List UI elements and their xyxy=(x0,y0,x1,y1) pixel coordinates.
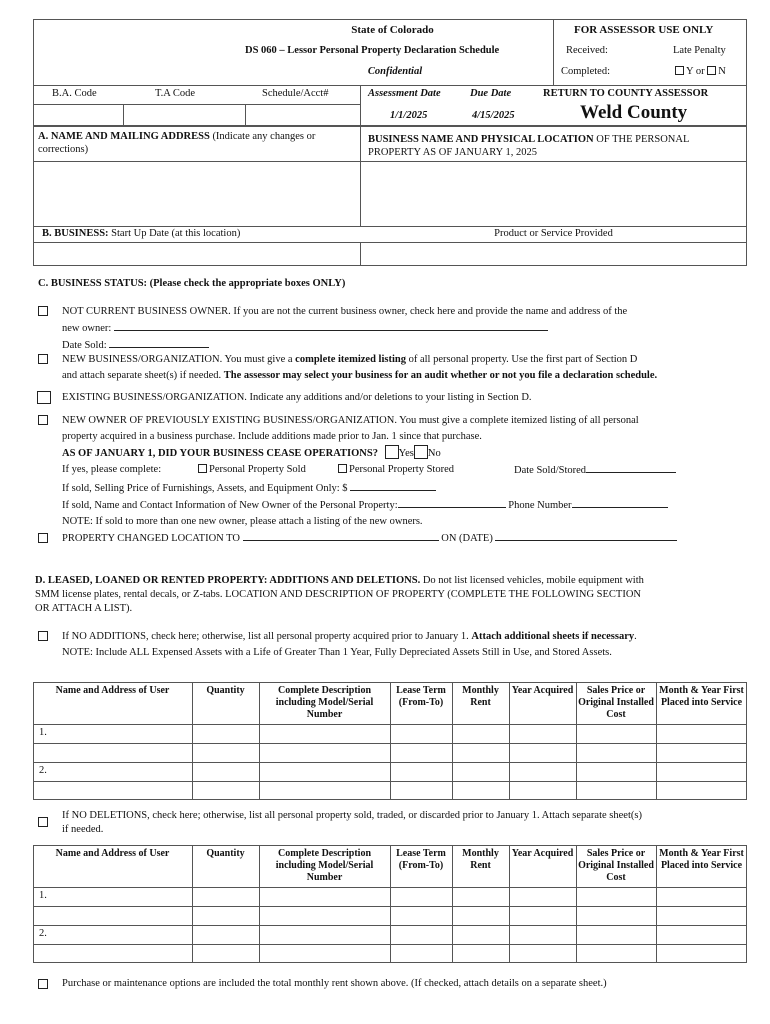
table-cell[interactable] xyxy=(391,888,451,905)
product-service-field[interactable] xyxy=(361,243,746,265)
table-cell[interactable] xyxy=(260,725,389,742)
on-date-field[interactable] xyxy=(495,530,677,541)
date-sold-stored-field[interactable] xyxy=(586,462,676,473)
table-cell[interactable] xyxy=(453,725,508,742)
due-date-value: 4/15/2025 xyxy=(472,110,515,121)
table-cell[interactable] xyxy=(260,926,389,943)
table-cell[interactable] xyxy=(34,888,191,905)
table-cell[interactable] xyxy=(260,763,389,780)
table-cell[interactable] xyxy=(453,907,508,924)
county-name: Weld County xyxy=(580,102,688,123)
table-cell[interactable] xyxy=(193,926,258,943)
table-cell[interactable] xyxy=(510,945,575,962)
table-cell[interactable] xyxy=(510,725,575,742)
table-cell[interactable] xyxy=(193,907,258,924)
table-cell[interactable] xyxy=(577,888,655,905)
table-cell[interactable] xyxy=(453,782,508,799)
product-service-label: Product or Service Provided xyxy=(494,228,613,239)
phone-number-field[interactable] xyxy=(572,497,668,508)
new-business-checkbox[interactable] xyxy=(38,354,48,364)
no-additions-text: If NO ADDITIONS, check here; otherwise, list all personal property acquired prior to January 1. Attach additional sheets if necessary. NOTE: Include ALL Expensed Assets with a Life of Greater Than 1 Year, Fully Depreciated Assets Still in Use, and Stored Assets. xyxy=(62,631,637,658)
table-cell[interactable] xyxy=(577,926,655,943)
cease-no-checkbox[interactable] xyxy=(414,445,428,459)
ba-code-label: B.A. Code xyxy=(52,88,97,99)
table-cell[interactable] xyxy=(260,782,389,799)
table-cell[interactable] xyxy=(391,725,451,742)
table-cell[interactable] xyxy=(510,926,575,943)
table-header-cell: Monthly Rent xyxy=(462,685,499,708)
no-additions-checkbox[interactable] xyxy=(38,631,48,641)
table-cell[interactable] xyxy=(391,907,451,924)
pp-stored-checkbox[interactable] xyxy=(338,464,347,473)
table-cell[interactable] xyxy=(391,926,451,943)
table-cell[interactable] xyxy=(510,888,575,905)
table-cell[interactable] xyxy=(510,782,575,799)
selling-price-field[interactable] xyxy=(350,480,436,491)
table-cell[interactable] xyxy=(391,782,451,799)
table-cell[interactable] xyxy=(193,945,258,962)
table-header-cell: Monthly Rent xyxy=(462,848,499,871)
table-cell[interactable] xyxy=(260,888,389,905)
form-title: DS 060 – Lessor Personal Property Declaration Schedule xyxy=(245,45,500,56)
table-cell[interactable] xyxy=(577,907,655,924)
section-a-title: A. NAME AND MAILING ADDRESS (Indicate any changes or corrections) xyxy=(38,131,316,155)
cease-yes-checkbox[interactable] xyxy=(385,445,399,459)
table-cell[interactable] xyxy=(657,888,746,905)
additions-table xyxy=(33,682,747,800)
table-cell[interactable] xyxy=(577,782,655,799)
table-cell[interactable] xyxy=(34,782,191,799)
table-header-cell: Year Acquired xyxy=(511,848,574,859)
new-owner-field[interactable] xyxy=(114,320,548,331)
new-owner-contact-field[interactable] xyxy=(398,497,506,508)
existing-business-text: EXISTING BUSINESS/ORGANIZATION. Indicate any additions and/or deletions to your listing in Section D. xyxy=(62,392,532,403)
table-cell[interactable] xyxy=(453,763,508,780)
table-header-cell: Quantity xyxy=(206,685,245,696)
table-cell[interactable] xyxy=(34,907,191,924)
changed-location-checkbox[interactable] xyxy=(38,533,48,543)
no-deletions-text: If NO DELETIONS, check here; otherwise, list all personal property sold, traded, or discarded prior to January 1. Attach separate sheet(s) if needed. xyxy=(62,810,642,835)
table-header-cell: Complete Description including Model/Serial Number xyxy=(275,848,374,883)
new-business-text: NEW BUSINESS/ORGANIZATION. You must give a complete itemized listing of all personal property. Use the first part of Section D and attach separate sheet(s) if needed. The assessor may select your business for an audit whether or not you file a declaration schedule. xyxy=(62,354,658,381)
date-sold-field[interactable] xyxy=(109,337,209,348)
table-header-cell: Month & Year First Placed into Service xyxy=(659,685,744,708)
new-location-field[interactable] xyxy=(243,530,439,541)
table-cell[interactable] xyxy=(193,744,258,761)
assessment-date-label: Assessment Date xyxy=(368,88,441,99)
table-cell[interactable] xyxy=(34,763,191,780)
table-row-number: 1. xyxy=(39,890,47,901)
table-cell[interactable] xyxy=(260,945,389,962)
return-to-label: RETURN TO COUNTY ASSESSOR xyxy=(543,88,709,99)
purchase-options-checkbox[interactable] xyxy=(38,979,48,989)
table-cell[interactable] xyxy=(657,763,746,780)
purchase-options-text: Purchase or maintenance options are included the total monthly rent shown above. (If checked, attach details on a separate sheet.) xyxy=(62,978,607,989)
table-header-cell: Complete Description including Model/Serial Number xyxy=(275,685,374,720)
table-header-cell: Quantity xyxy=(206,848,245,859)
section-d-intro: D. LEASED, LOANED OR RENTED PROPERTY: ADDITIONS AND DELETIONS. Do not list licensed vehicles, mobile equipment with SMM license plates, rental decals, or Z-tabs. LOCATION AND DESCRIPTION OF PROPERTY (COMPLETE THE FOLLOWING SECTION OR ATTACH A LIST). xyxy=(35,575,644,614)
table-header-cell: Lease Term (From-To) xyxy=(396,685,446,708)
table-cell[interactable] xyxy=(34,725,191,742)
table-cell[interactable] xyxy=(453,926,508,943)
table-cell[interactable] xyxy=(193,782,258,799)
no-checkbox[interactable] xyxy=(707,66,716,75)
schedule-acct-label: Schedule/Acct# xyxy=(262,88,329,99)
table-cell[interactable] xyxy=(577,763,655,780)
table-cell[interactable] xyxy=(34,945,191,962)
table-header-cell: Lease Term (From-To) xyxy=(396,848,446,871)
section-b-title: B. BUSINESS: Start Up Date (at this location) xyxy=(42,228,241,239)
business-location-field[interactable] xyxy=(361,162,746,225)
table-cell[interactable] xyxy=(657,945,746,962)
table-cell[interactable] xyxy=(391,763,451,780)
state-title: State of Colorado xyxy=(351,24,434,36)
table-cell[interactable] xyxy=(510,907,575,924)
table-header-cell: Name and Address of User xyxy=(55,848,170,859)
table-header-cell: Name and Address of User xyxy=(55,685,170,696)
table-cell[interactable] xyxy=(657,926,746,943)
table-cell[interactable] xyxy=(34,744,191,761)
table-cell[interactable] xyxy=(260,744,389,761)
table-cell[interactable] xyxy=(453,888,508,905)
table-cell[interactable] xyxy=(657,725,746,742)
assessment-date-value: 1/1/2025 xyxy=(390,110,428,121)
table-cell[interactable] xyxy=(193,763,258,780)
table-row-number: 2. xyxy=(39,765,47,776)
table-row-number: 2. xyxy=(39,928,47,939)
table-header-cell: Month & Year First Placed into Service xyxy=(659,848,744,871)
mailing-address-field[interactable] xyxy=(34,162,359,225)
table-cell[interactable] xyxy=(193,725,258,742)
not-current-owner-text: NOT CURRENT BUSINESS OWNER. If you are not the current business owner, check here and provide the name and address of the new owner: Date Sold: xyxy=(62,306,628,351)
business-location-title: BUSINESS NAME AND PHYSICAL LOCATION OF THE PERSONAL PROPERTY AS OF JANUARY 1, 2025 xyxy=(368,134,689,158)
due-date-label: Due Date xyxy=(470,88,512,99)
no-deletions-checkbox[interactable] xyxy=(38,817,48,827)
table-cell[interactable] xyxy=(193,888,258,905)
table-cell[interactable] xyxy=(453,744,508,761)
ta-code-label: T.A Code xyxy=(155,88,196,99)
changed-location-text: PROPERTY CHANGED LOCATION TO ON (DATE) xyxy=(62,530,677,544)
late-penalty-label: Late Penalty xyxy=(673,45,726,56)
table-header-cell: Sales Price or Original Installed Cost xyxy=(578,685,654,720)
table-cell[interactable] xyxy=(577,725,655,742)
table-cell[interactable] xyxy=(657,782,746,799)
table-cell[interactable] xyxy=(453,945,508,962)
received-label: Received: xyxy=(566,45,608,56)
table-header-cell: Year Acquired xyxy=(511,685,574,696)
start-date-field[interactable] xyxy=(34,243,359,265)
confidential-label: Confidential xyxy=(367,66,423,77)
table-cell[interactable] xyxy=(577,744,655,761)
pp-sold-checkbox[interactable] xyxy=(198,464,207,473)
deletions-table xyxy=(33,845,747,963)
table-cell[interactable] xyxy=(391,945,451,962)
completed-label: Completed: xyxy=(561,66,610,77)
new-owner-previous-checkbox[interactable] xyxy=(38,415,48,425)
table-header-cell: Sales Price or Original Installed Cost xyxy=(578,848,654,883)
new-owner-previous-text: NEW OWNER OF PREVIOUSLY EXISTING BUSINESS/ORGANIZATION. You must give a complete itemized listing of all personal property acquired in a business purchase. Include additions made prior to Jan. 1 since that purchase. AS OF JANUARY 1, DID YOUR BUSINESS CEASE OPERATIONS? Yes No If yes, please complete: Personal Property Sold Personal Property Stored Date Sold/Stored If sold, Selling Price of Furnishings, Assets, and Equipment Only: $ If sold, Name and Contact Information of New Owner of the Personal Property: Phone Number NOTE: If sold to more than one new owner, please attach a listing of the new owners. xyxy=(62,413,752,530)
section-c-title: C. BUSINESS STATUS: (Please check the appropriate boxes ONLY) xyxy=(38,278,346,289)
not-current-owner-checkbox[interactable] xyxy=(38,306,48,316)
existing-business-checkbox[interactable] xyxy=(37,391,51,404)
table-cell[interactable] xyxy=(391,744,451,761)
yes-checkbox[interactable] xyxy=(675,66,684,75)
table-cell[interactable] xyxy=(34,926,191,943)
table-row-number: 1. xyxy=(39,727,47,738)
assessor-use-title: FOR ASSESSOR USE ONLY xyxy=(574,24,714,36)
table-cell[interactable] xyxy=(260,907,389,924)
table-cell[interactable] xyxy=(510,744,575,761)
table-cell[interactable] xyxy=(657,907,746,924)
yn-choice: Y or N xyxy=(675,66,726,77)
table-cell[interactable] xyxy=(657,744,746,761)
table-cell[interactable] xyxy=(577,945,655,962)
table-cell[interactable] xyxy=(510,763,575,780)
